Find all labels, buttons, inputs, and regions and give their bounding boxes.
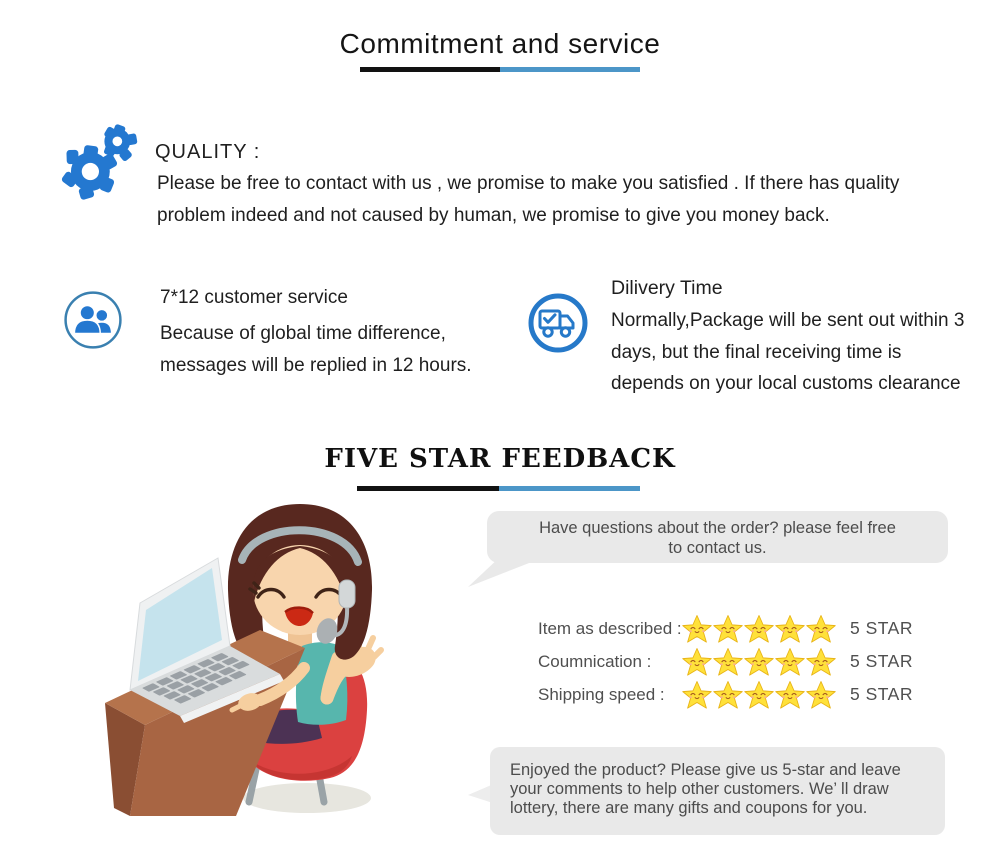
star-icon — [682, 614, 712, 644]
star-icon — [713, 614, 743, 644]
customer-service-title: 7*12 customer service — [160, 287, 348, 308]
ratings-list — [538, 612, 913, 711]
rating-value: 5 STAR — [850, 684, 913, 704]
delivery-block — [611, 277, 971, 400]
floor-shadow — [243, 783, 371, 813]
customer-service-block — [160, 287, 472, 382]
rating-value: 5 STAR — [850, 651, 913, 671]
customer-service-girl-illustration — [100, 498, 480, 846]
customer-service-line: messages will be replied in 12 hours. — [160, 355, 472, 376]
customer-service-line: Because of global time difference, — [160, 323, 446, 344]
underline-black-segment — [360, 67, 500, 72]
star-icon — [775, 614, 805, 644]
star-icon — [682, 680, 712, 710]
feedback-title: FIVE STAR FEEDBACK — [324, 444, 676, 474]
star-icon — [775, 647, 805, 677]
rating-label: Item as described : — [538, 618, 682, 638]
star-icon — [744, 680, 774, 710]
star-icon — [806, 647, 836, 677]
star-icon — [744, 647, 774, 677]
five-star-rating — [682, 647, 840, 677]
review-request-bubble: Enjoyed the product? Please give us 5-star and leave your comments to help other customers. We’ ll draw lottery, there are many gifts and coupons for you. — [490, 747, 945, 835]
question-speech-bubble: Have questions about the order? please feel free to contact us. — [487, 511, 948, 563]
rating-row — [538, 678, 913, 711]
underline-blue-segment — [500, 67, 640, 72]
star-icon — [713, 680, 743, 710]
underline-blue-segment — [499, 486, 641, 491]
rating-row — [538, 612, 913, 645]
five-star-rating — [682, 614, 840, 644]
people-icon — [63, 290, 123, 350]
rating-row — [538, 645, 913, 678]
star-icon — [806, 680, 836, 710]
star-icon — [713, 647, 743, 677]
rating-label: Coumnication : — [538, 651, 652, 671]
title-underline — [360, 67, 640, 72]
gears-icon — [58, 123, 140, 205]
quality-heading: QUALITY : — [155, 141, 261, 163]
rating-label: Shipping speed : — [538, 684, 665, 704]
star-icon — [682, 647, 712, 677]
truck-icon — [526, 291, 590, 355]
star-icon — [775, 680, 805, 710]
quality-text: Please be free to contact with us , we promise to make you satisfied . If there has quality problem indeed and not caused by human, we promise to give you money back. — [157, 173, 900, 226]
rating-value: 5 STAR — [850, 618, 913, 638]
delivery-text: Normally,Package will be sent out within 3 days, but the final receiving time is depends on your local customs clearance — [611, 310, 965, 394]
star-icon — [806, 614, 836, 644]
five-star-rating — [682, 680, 840, 710]
underline-black-segment — [357, 486, 499, 491]
star-icon — [744, 614, 774, 644]
page-title: Commitment and service — [339, 28, 661, 59]
feedback-underline — [357, 486, 640, 491]
delivery-title: Dilivery Time — [611, 277, 723, 299]
